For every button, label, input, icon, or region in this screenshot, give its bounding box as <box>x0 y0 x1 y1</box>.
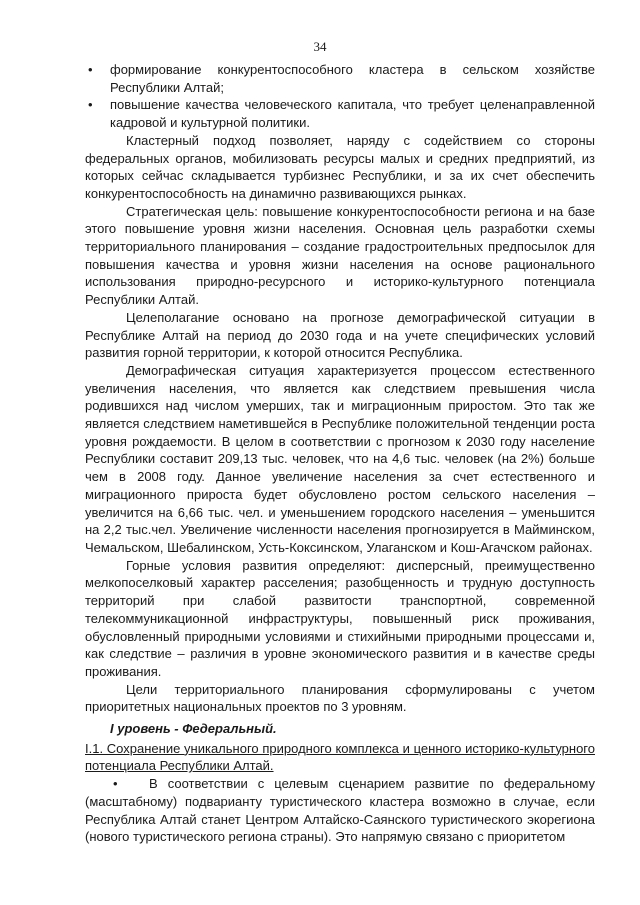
bullet-icon: • <box>88 62 93 77</box>
list-item-text: В соответствии с целевым сценарием развитие по федеральному (масштабному) подварианту туристического кластера возможно в случае, если Республика Алтай станет Центром Алтайско-Саянского туристического экорегиона (нового туристического региона страны). Это напрямую связано с приоритетом <box>85 776 595 845</box>
list-item <box>85 61 595 96</box>
document-body <box>85 61 595 846</box>
list-item-text: повышение качества человеческого капитала, что требует целенаправленной кадровой и культурной политики. <box>110 97 595 131</box>
bullet-icon: • <box>88 97 93 113</box>
section-title: I.1. Сохранение уникального природного комплекса и ценного историко-культурного потенциала Республики Алтай. <box>85 740 595 774</box>
paragraph-goal-setting: Целеполагание основано на прогнозе демографической ситуации в Республике Алтай на период до 2030 года и на учете специфических условий развития горной территории, к которой относится Республика. <box>85 309 595 361</box>
level-heading: I уровень - Федеральный. <box>110 721 277 737</box>
list-item <box>85 775 595 846</box>
list-item <box>85 96 595 131</box>
paragraph-demography: Демографическая ситуация характеризуется процессом естественного увеличения населения, что является как следствием превышения числа родившихся над числом умерших, так и миграционным приростом. Это так же является следствием наметившейся в Республике положительной тенденции роста уровня рождаемости. В целом в соответствии с прогнозом к 2030 году население Республики составит 209,13 тыс. человек, что на 4,6 тыс. человек (на 2%) больше чем в 2008 году. Данное увеличение населения за счет естественного и миграционного прироста будет обусловлено ростом сельского населения – увеличится на 6,66 тыс. чел. и уменьшением городского населения – уменьшится на 2,2 тыс.чел. Увеличение численности населения прогнозируется в Майминском, Чемальском, Шебалинском, Усть-Коксинском, Улаганском и Кош-Агачском районах. <box>85 362 595 555</box>
bullet-icon: • <box>113 776 118 792</box>
page-number: 34 <box>313 39 327 54</box>
paragraph-mountain-conditions: Горные условия развития определяют: дисперсный, преимущественно мелкопоселковый характер расселения; разобщенность и трудную доступность территорий при слабой развитости транспортной, современной телекоммуникационной инфраструктуры, повышенный риск проживания, обусловленный природными условиями и стихийными природными процессами и, как следствие – различия в уровне экономического развития и в качестве среды проживания. <box>85 557 595 679</box>
list-item-text: формирование конкурентоспособного кластера в сельском хозяйстве Республики Алтай; <box>110 62 595 95</box>
paragraph-cluster-approach: Кластерный подход позволяет, наряду с содействием со стороны федеральных органов, мобилизовать ресурсы малых и средних предприятий, из которых сейчас складывается турбизнес Республики, и за их счет обеспечить конкурентоспособность на динамично развивающихся рынках. <box>85 132 595 201</box>
paragraph-strategic-goal: Стратегическая цель: повышение конкурентоспособности региона и на базе этого повышение уровня жизни населения. Основная цель разработки схемы территориального планирования – создание градостроительных предпосылок для повышения качества и уровня жизни населения на основе рационального использования природно-ресурсного и историко-культурного потенциала Республики Алтай. <box>85 203 595 308</box>
paragraph-planning-goals: Цели территориального планирования сформулированы с учетом приоритетных национальных проектов по 3 уровням. <box>85 681 595 715</box>
